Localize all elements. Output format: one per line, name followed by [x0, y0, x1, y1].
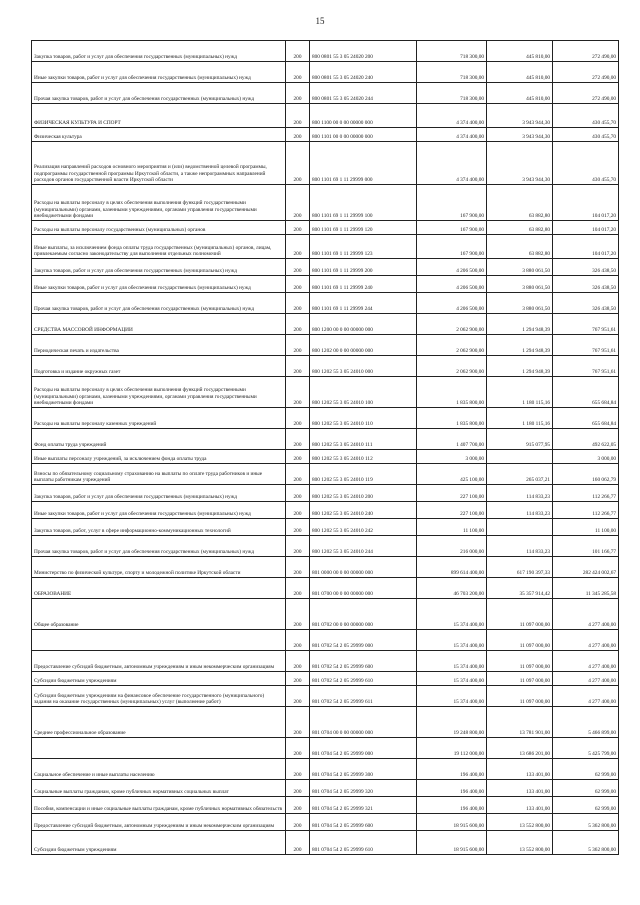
row-code: 200 [286, 450, 310, 464]
row-plan: 11 100,00 [417, 519, 487, 536]
table-row [32, 235, 619, 259]
row-done: 63 882,80 [487, 221, 553, 235]
row-rest: 326 438,50 [553, 259, 619, 276]
row-rest: 112 266,77 [553, 502, 619, 519]
row-name: Среднее профессиональное образование [32, 707, 286, 738]
row-code: 200 [286, 651, 310, 672]
row-rest: 272 490,00 [553, 83, 619, 104]
row-kbk: 800 1202 55 3 05 24010 111 [310, 429, 417, 450]
table-row [32, 408, 619, 429]
row-rest: 272 490,00 [553, 62, 619, 83]
row-plan: 4 374 400,00 [417, 128, 487, 142]
row-name: Общее образование [32, 599, 286, 630]
row-name: ФИЗИЧЕСКАЯ КУЛЬТУРА И СПОРТ [32, 104, 286, 128]
row-name: Фонд оплаты труда учреждений [32, 429, 286, 450]
row-done: 1 180 115,16 [487, 408, 553, 429]
row-done: 13 552 800,00 [487, 814, 553, 831]
table-row [32, 335, 619, 356]
row-name: ОБРАЗОВАНИЕ [32, 578, 286, 599]
table-row [32, 259, 619, 276]
row-plan: 4 206 500,00 [417, 259, 487, 276]
row-name: Социальное обеспечение и иные выплаты населению [32, 759, 286, 780]
row-kbk: 800 1202 55 3 05 24010 244 [310, 536, 417, 557]
row-done: 3 943 944,30 [487, 128, 553, 142]
row-plan: 18 915 600,00 [417, 831, 487, 855]
row-kbk: 800 1101 69 1 11 29999 100 [310, 185, 417, 221]
row-done: 1 180 115,16 [487, 377, 553, 408]
row-name: Пособия, компенсации и иные социальные выплаты гражданам, кроме публичных нормативных обязательств [32, 797, 286, 814]
row-done: 13 552 800,00 [487, 831, 553, 855]
row-plan: 4 374 400,00 [417, 104, 487, 128]
row-code: 200 [286, 83, 310, 104]
row-plan: 4 206 500,00 [417, 293, 487, 314]
table-row [32, 651, 619, 672]
row-plan: 3 000,00 [417, 450, 487, 464]
row-plan: 227 100,00 [417, 502, 487, 519]
row-code: 200 [286, 293, 310, 314]
row-done: 35 357 914,42 [487, 578, 553, 599]
row-kbk: 800 1202 55 3 05 24010 000 [310, 356, 417, 377]
row-code: 200 [286, 259, 310, 276]
row-done: 445 810,00 [487, 83, 553, 104]
row-code: 200 [286, 128, 310, 142]
row-kbk: 800 1202 55 3 05 24010 119 [310, 464, 417, 485]
row-name: Прочая закупка товаров, работ и услуг для обеспечения государственных (муниципальных) нужд [32, 83, 286, 104]
row-kbk: 801 0704 54 2 05 29999 320 [310, 780, 417, 797]
table-row [32, 185, 619, 221]
row-code: 200 [286, 377, 310, 408]
row-kbk: 801 0702 54 2 05 29999 000 [310, 630, 417, 651]
row-name: Иные закупки товаров, работ и услуг для обеспечения государственных (муниципальных) нужд [32, 62, 286, 83]
row-name: Прочая закупка товаров, работ и услуг для обеспечения государственных (муниципальных) нужд [32, 536, 286, 557]
row-done: 11 097 000,00 [487, 672, 553, 686]
table-row [32, 557, 619, 578]
row-rest: 5 466 899,00 [553, 707, 619, 738]
row-plan: 227 100,00 [417, 485, 487, 502]
row-kbk: 800 1101 69 1 11 29999 123 [310, 235, 417, 259]
row-kbk: 801 0702 54 2 05 29999 610 [310, 672, 417, 686]
budget-table [31, 40, 619, 855]
row-rest: 430 455,70 [553, 128, 619, 142]
table-row [32, 464, 619, 485]
row-plan: 718 300,00 [417, 62, 487, 83]
row-done: 915 077,95 [487, 429, 553, 450]
row-name: Субсидии бюджетным учреждениям [32, 672, 286, 686]
row-kbk: 800 0801 55 3 05 24020 244 [310, 83, 417, 104]
row-code: 200 [286, 759, 310, 780]
table-row [32, 814, 619, 831]
row-plan: 899 614 400,00 [417, 557, 487, 578]
row-name: Реализация направлений расходов основного мероприятия и (или) ведомственной целевой программы, подпрограммы государственной программы Иркутской области, а также непрограммных направлений расходов органов государственной власти Иркутской области [32, 142, 286, 185]
row-rest: 4 277 400,00 [553, 672, 619, 686]
row-code: 200 [286, 408, 310, 429]
row-code: 200 [286, 464, 310, 485]
row-rest: 112 266,77 [553, 485, 619, 502]
row-done: 3 880 061,50 [487, 259, 553, 276]
row-rest: 430 455,70 [553, 104, 619, 128]
table-row [32, 672, 619, 686]
row-rest: 62 999,00 [553, 780, 619, 797]
row-kbk: 801 0700 00 0 00 00000 000 [310, 578, 417, 599]
row-rest: 326 438,50 [553, 276, 619, 293]
row-name: Расходы на выплаты персоналу в целях обеспечения выполнения функций государственными (муниципальными) органами, казенными учреждениями, органами управления государственными внебюджетными фондами [32, 185, 286, 221]
row-code: 200 [286, 356, 310, 377]
row-plan: 4 374 400,00 [417, 142, 487, 185]
row-rest: 5 362 800,00 [553, 831, 619, 855]
row-code: 200 [286, 814, 310, 831]
row-done: 3 943 944,30 [487, 142, 553, 185]
row-name: Закупка товаров, работ и услуг для обеспечения государственных (муниципальных) нужд [32, 259, 286, 276]
row-name: Взносы по обязательному социальному страхованию на выплаты по оплате труда работников и иные выплаты работникам учреждений [32, 464, 286, 485]
row-plan: 718 300,00 [417, 83, 487, 104]
row-done: 133 401,00 [487, 759, 553, 780]
row-plan: 15 374 400,00 [417, 599, 487, 630]
row-name [32, 630, 286, 651]
row-kbk: 800 0801 55 3 05 24020 240 [310, 62, 417, 83]
table-row [32, 221, 619, 235]
table-row [32, 104, 619, 128]
row-code: 200 [286, 429, 310, 450]
row-kbk: 800 1202 55 3 05 24010 100 [310, 377, 417, 408]
row-kbk: 800 1101 69 1 11 29999 200 [310, 259, 417, 276]
row-rest: 104 017,20 [553, 185, 619, 221]
row-code: 200 [286, 41, 310, 62]
row-rest: 767 951,61 [553, 314, 619, 335]
row-done: 11 097 000,00 [487, 651, 553, 672]
row-kbk: 801 0702 54 2 05 29999 611 [310, 686, 417, 707]
budget-table-body [32, 41, 619, 855]
row-plan: 18 915 600,00 [417, 814, 487, 831]
table-row [32, 62, 619, 83]
table-row [32, 429, 619, 450]
table-row [32, 314, 619, 335]
row-name: Субсидии бюджетным учреждениям на финансовое обеспечение государственного (муниципального) задания на оказание государственных (муниципальных) услуг (выполнение работ) [32, 686, 286, 707]
row-name: Закупка товаров, работ и услуг для обеспечения государственных (муниципальных) нужд [32, 41, 286, 62]
row-plan: 4 206 500,00 [417, 276, 487, 293]
row-kbk: 800 1202 55 3 05 24010 240 [310, 502, 417, 519]
row-rest: 430 455,70 [553, 142, 619, 185]
row-name: Закупка товаров, работ и услуг для обеспечения государственных (муниципальных) нужд [32, 485, 286, 502]
table-row [32, 759, 619, 780]
row-name: Министерство по физической культуре, спорту и молодежной политике Иркутской области [32, 557, 286, 578]
row-rest: 11 100,00 [553, 519, 619, 536]
row-code: 200 [286, 536, 310, 557]
row-name: Расходы на выплаты персоналу в целях обеспечения выполнения функций государственными (муниципальными) органами, казенными учреждениями, органами управления государственными внебюджетными фондами [32, 377, 286, 408]
row-done: 3 943 944,30 [487, 104, 553, 128]
row-name: Субсидии бюджетным учреждениям [32, 831, 286, 855]
row-name: Социальные выплаты гражданам, кроме публичных нормативных социальных выплат [32, 780, 286, 797]
row-code: 200 [286, 235, 310, 259]
row-plan: 15 374 400,00 [417, 651, 487, 672]
row-kbk: 800 1202 55 3 05 24010 112 [310, 450, 417, 464]
row-rest: 4 277 400,00 [553, 630, 619, 651]
table-row [32, 536, 619, 557]
row-rest: 655 684,84 [553, 408, 619, 429]
row-name: Иные выплаты персоналу учреждений, за исключением фонда оплаты труда [32, 450, 286, 464]
row-code: 200 [286, 630, 310, 651]
row-rest: 104 017,20 [553, 235, 619, 259]
row-rest: 62 999,00 [553, 797, 619, 814]
row-rest: 5 362 800,00 [553, 814, 619, 831]
row-done [487, 519, 553, 536]
row-code: 200 [286, 797, 310, 814]
row-plan: 196 400,00 [417, 797, 487, 814]
row-plan: 19 248 800,00 [417, 707, 487, 738]
row-plan: 15 374 400,00 [417, 630, 487, 651]
table-row [32, 797, 619, 814]
row-name: Иные закупки товаров, работ и услуг для обеспечения государственных (муниципальных) нужд [32, 502, 286, 519]
row-kbk: 800 1202 55 3 05 24010 200 [310, 485, 417, 502]
row-plan: 196 400,00 [417, 759, 487, 780]
table-row [32, 41, 619, 62]
table-row [32, 377, 619, 408]
row-kbk: 801 0702 00 0 00 00000 000 [310, 599, 417, 630]
row-done: 13 781 901,00 [487, 707, 553, 738]
row-kbk: 800 1202 55 3 05 24010 242 [310, 519, 417, 536]
row-kbk: 801 0000 00 0 00 00000 000 [310, 557, 417, 578]
row-plan: 718 300,00 [417, 41, 487, 62]
table-row [32, 599, 619, 630]
row-code: 200 [286, 502, 310, 519]
row-plan: 19 112 000,00 [417, 738, 487, 759]
row-code: 200 [286, 707, 310, 738]
row-name: СРЕДСТВА МАССОВОЙ ИНФОРМАЦИИ [32, 314, 286, 335]
row-done: 11 097 000,00 [487, 599, 553, 630]
row-name: Физическая культура [32, 128, 286, 142]
row-done: 265 037,21 [487, 464, 553, 485]
table-row [32, 707, 619, 738]
row-rest: 62 999,00 [553, 759, 619, 780]
row-plan: 167 900,00 [417, 221, 487, 235]
row-done: 133 401,00 [487, 780, 553, 797]
row-kbk: 801 0702 54 2 05 29999 600 [310, 651, 417, 672]
row-name: Расходы на выплаты персоналу государственных (муниципальных) органов [32, 221, 286, 235]
row-rest: 3 000,00 [553, 450, 619, 464]
row-rest: 104 017,20 [553, 221, 619, 235]
row-plan: 15 374 400,00 [417, 686, 487, 707]
row-done: 445 810,00 [487, 41, 553, 62]
row-rest: 4 277 400,00 [553, 686, 619, 707]
row-plan: 15 374 400,00 [417, 672, 487, 686]
row-kbk: 800 1101 69 1 11 29999 120 [310, 221, 417, 235]
table-row [32, 519, 619, 536]
row-rest: 4 277 400,00 [553, 651, 619, 672]
row-kbk: 800 1101 69 1 11 29999 240 [310, 276, 417, 293]
row-kbk: 801 0704 54 2 05 29999 300 [310, 759, 417, 780]
row-kbk: 800 1101 69 1 11 29999 000 [310, 142, 417, 185]
row-code: 200 [286, 335, 310, 356]
row-done: 445 810,00 [487, 62, 553, 83]
row-kbk: 801 0704 54 2 05 29999 610 [310, 831, 417, 855]
row-done: 1 294 948,39 [487, 356, 553, 377]
row-rest: 160 062,79 [553, 464, 619, 485]
row-kbk: 801 0704 54 2 05 29999 321 [310, 797, 417, 814]
row-code: 200 [286, 221, 310, 235]
row-plan: 196 400,00 [417, 780, 487, 797]
row-done: 11 097 000,00 [487, 686, 553, 707]
row-done: 617 190 397,33 [487, 557, 553, 578]
table-row [32, 780, 619, 797]
row-plan: 167 900,00 [417, 235, 487, 259]
row-plan: 2 062 900,00 [417, 356, 487, 377]
row-code: 200 [286, 276, 310, 293]
table-row [32, 142, 619, 185]
row-done: 1 294 948,39 [487, 335, 553, 356]
table-row [32, 485, 619, 502]
row-kbk: 800 1100 00 0 00 00000 000 [310, 104, 417, 128]
table-row [32, 356, 619, 377]
row-code: 200 [286, 578, 310, 599]
row-code: 200 [286, 519, 310, 536]
row-name: Подготовка и издание окружных газет [32, 356, 286, 377]
row-rest: 767 951,61 [553, 356, 619, 377]
row-done [487, 450, 553, 464]
row-done: 63 882,80 [487, 185, 553, 221]
row-kbk: 800 1202 00 0 00 00000 000 [310, 335, 417, 356]
table-row [32, 738, 619, 759]
row-code: 200 [286, 831, 310, 855]
row-plan: 2 062 900,00 [417, 335, 487, 356]
row-name: Периодическая печать и издательства [32, 335, 286, 356]
row-done: 3 880 061,50 [487, 293, 553, 314]
row-done: 11 097 000,00 [487, 630, 553, 651]
row-code: 200 [286, 142, 310, 185]
row-name: Иные закупки товаров, работ и услуг для обеспечения государственных (муниципальных) нужд [32, 276, 286, 293]
row-rest: 492 622,05 [553, 429, 619, 450]
row-plan: 1 407 700,00 [417, 429, 487, 450]
row-rest: 4 277 400,00 [553, 599, 619, 630]
row-kbk: 800 1200 00 0 00 00000 000 [310, 314, 417, 335]
table-row [32, 831, 619, 855]
row-name: Предоставление субсидий бюджетным, автономным учреждениям и иным некоммерческим организациям [32, 651, 286, 672]
table-row [32, 450, 619, 464]
row-code: 200 [286, 557, 310, 578]
row-code: 200 [286, 599, 310, 630]
row-code: 200 [286, 485, 310, 502]
row-rest: 655 684,84 [553, 377, 619, 408]
row-plan: 216 000,00 [417, 536, 487, 557]
table-row [32, 83, 619, 104]
table-row [32, 276, 619, 293]
row-name: Иные выплаты, за исключением фонда оплаты труда государственных (муниципальных) органов, лицам, привлекаемым согласно законодательству для выполнения отдельных полномочий [32, 235, 286, 259]
row-done: 1 294 948,39 [487, 314, 553, 335]
row-plan: 46 703 200,00 [417, 578, 487, 599]
row-kbk: 800 1202 55 3 05 24010 110 [310, 408, 417, 429]
row-kbk: 801 0704 00 0 00 00000 000 [310, 707, 417, 738]
row-rest: 101 166,77 [553, 536, 619, 557]
table-row [32, 128, 619, 142]
row-code: 200 [286, 738, 310, 759]
row-name [32, 738, 286, 759]
row-code: 200 [286, 62, 310, 83]
row-plan: 167 900,00 [417, 185, 487, 221]
table-row [32, 578, 619, 599]
row-kbk: 801 0704 54 2 05 29999 600 [310, 814, 417, 831]
page-number: 15 [315, 16, 325, 26]
row-code: 200 [286, 672, 310, 686]
row-done: 114 833,23 [487, 485, 553, 502]
row-plan: 2 062 900,00 [417, 314, 487, 335]
row-rest: 282 424 002,67 [553, 557, 619, 578]
table-row [32, 686, 619, 707]
row-kbk: 801 0704 54 2 05 29999 000 [310, 738, 417, 759]
row-kbk: 800 1101 69 1 11 29999 244 [310, 293, 417, 314]
row-plan: 425 100,00 [417, 464, 487, 485]
table-row [32, 630, 619, 651]
row-name: Прочая закупка товаров, работ и услуг для обеспечения государственных (муниципальных) нужд [32, 293, 286, 314]
row-code: 200 [286, 104, 310, 128]
row-rest: 326 438,50 [553, 293, 619, 314]
row-code: 200 [286, 686, 310, 707]
table-row [32, 293, 619, 314]
row-kbk: 800 0801 55 3 05 24020 200 [310, 41, 417, 62]
row-code: 200 [286, 314, 310, 335]
row-rest: 5 425 799,00 [553, 738, 619, 759]
row-done: 114 833,23 [487, 502, 553, 519]
row-done: 3 880 061,50 [487, 276, 553, 293]
table-row [32, 502, 619, 519]
row-name: Предоставление субсидий бюджетным, автономным учреждениям и иным некоммерческим организациям [32, 814, 286, 831]
row-name: Закупка товаров, работ, услуг в сфере информационно-коммуникационных технологий [32, 519, 286, 536]
row-rest: 767 951,61 [553, 335, 619, 356]
row-rest: 11 345 285,58 [553, 578, 619, 599]
row-plan: 1 835 800,00 [417, 377, 487, 408]
row-done: 133 401,00 [487, 797, 553, 814]
row-code: 200 [286, 780, 310, 797]
row-name: Расходы на выплаты персоналу казенных учреждений [32, 408, 286, 429]
row-kbk: 800 1101 00 0 00 00000 000 [310, 128, 417, 142]
row-done: 13 686 201,00 [487, 738, 553, 759]
row-done: 114 833,23 [487, 536, 553, 557]
row-plan: 1 835 800,00 [417, 408, 487, 429]
row-done: 63 882,80 [487, 235, 553, 259]
row-rest: 272 490,00 [553, 41, 619, 62]
row-code: 200 [286, 185, 310, 221]
